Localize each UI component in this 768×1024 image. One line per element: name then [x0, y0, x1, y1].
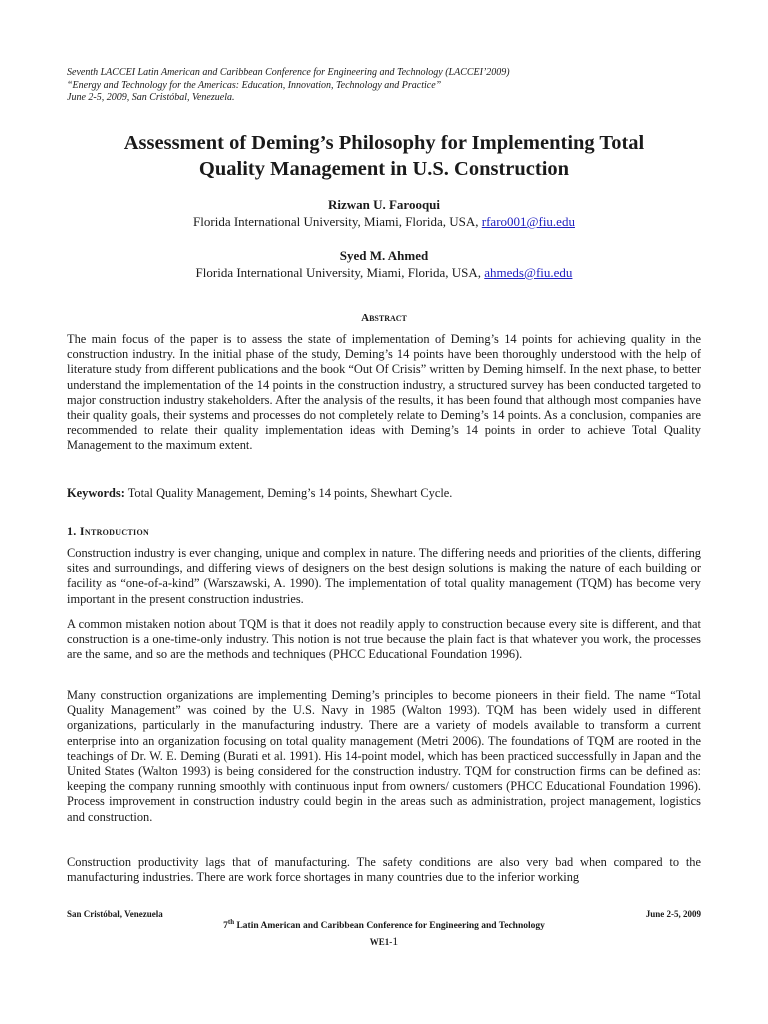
author-2 — [67, 247, 701, 281]
section-heading-introduction: 1. Introduction — [67, 524, 150, 538]
intro-paragraph-4: Construction productivity lags that of manufacturing. The safety conditions are also very bad when compared to the manufacturing industries. There are work force shortages in many countries due to the inferior working — [67, 855, 701, 885]
abstract-text: The main focus of the paper is to assess the state of implementation of Deming’s 14 points for achieving quality in the construction industry. In the initial phase of the study, Deming’s 14 points have been thoroughly understood with the help of literature study from different publications and the book “Out Of Crisis” written by Deming himself. In the next phase, to better understand the implementation of the 14 points in the construction industry, a structured survey has been conducted targeted to major construction industry stakeholders. After the analysis of the results, it has been found that although most companies have their quality goals, their systems and processes do not completely relate to Deming’s 14 points. As a conclusion, companies are recommended to relate their quality implementation ideas with Deming’s 14 points in order to achieve Total Quality Management to the maximum extent. — [67, 332, 701, 453]
title-line-1: Assessment of Deming’s Philosophy for Implementing Total — [123, 132, 645, 154]
intro-paragraph-1: Construction industry is ever changing, unique and complex in nature. The differing needs and priorities of the clients, differing sites and surroundings, and differing views of designers on the best design solutions is making the nature of each building or facility as “one-of-a-kind” (Warszawski, A. 1990). The implementation of total quality management (TQM) has become very important in the present construction industries. — [67, 546, 701, 606]
keywords-line — [67, 486, 701, 501]
footer-ordinal-suffix: th — [227, 918, 235, 926]
keywords-list: Total Quality Management, Deming’s 14 points, Shewhart Cycle. — [124, 486, 453, 500]
title-line-2: Quality Management in U.S. Construction — [198, 158, 570, 180]
page-number-prefix: WE1- — [369, 937, 393, 947]
author-1-affiliation-line — [67, 213, 701, 230]
author-1 — [67, 196, 701, 230]
footer-ordinal: 7 — [223, 921, 228, 932]
running-header — [67, 67, 707, 105]
footer-date: June 2-5, 2009 — [645, 909, 701, 919]
page-number-value: 1 — [392, 934, 399, 948]
author-2-affiliation: Florida International University, Miami, Florida, USA, — [195, 265, 485, 280]
author-1-affiliation: Florida International University, Miami, Florida, USA, — [193, 214, 482, 229]
author-1-name: Rizwan U. Farooqui — [327, 197, 441, 212]
footer-conference — [67, 918, 701, 931]
author-1-email-link[interactable]: rfaro001@fiu.edu — [481, 214, 575, 229]
header-conference-line: Seventh LACCEI Latin American and Caribbean Conference for Engineering and Technology (LACCEI’2009) — [67, 67, 510, 78]
page-number — [67, 934, 701, 949]
footer-conference-name: Latin American and Caribbean Conference for Engineering and Technology — [234, 921, 545, 932]
header-theme-line: “Energy and Technology for the Americas: Education, Innovation, Technology and Practice” — [67, 79, 442, 91]
intro-paragraph-3: Many construction organizations are implementing Deming’s principles to become pioneers in their field. The name “Total Quality Management” was coined by the U.S. Navy in 1985 (Walton 1993). TQM has been widely used in different organizations, particularly in the manufacturing industry. There are a variety of models available to transform a current enterprise into an organization focusing on total quality management (Metri 2006). The foundations of TQM are rooted in the teachings of Dr. W. E. Deming (Burati et al. 1991). His 14-point model, which has been practiced successfully in Japan and the United States (Walton 1993) is being considered for the construction industry. TQM for construction firms can be defined as: keeping the company running smoothly with continuous input from owners/ customers (PHCC Educational Foundation 1996). Process improvement in construction industry could begin in the areas such as administration, project management, logistics and construction. — [67, 688, 701, 824]
header-date-line: June 2-5, 2009, San Cristóbal, Venezuela. — [67, 92, 235, 103]
author-2-affiliation-line — [67, 264, 701, 281]
intro-paragraph-2: A common mistaken notion about TQM is that it does not readily apply to construction because every site is different, and that construction is a one-time-only industry. This notion is not true because the plain fact is that whatever you work, the processes are the same, and so are the methods and techniques (PHCC Educational Foundation 1996). — [67, 617, 701, 662]
author-2-name: Syed M. Ahmed — [339, 248, 429, 263]
paper-title — [60, 130, 708, 182]
author-2-email-link[interactable]: ahmeds@fiu.edu — [484, 265, 573, 280]
keywords-label: Keywords: — [67, 486, 125, 500]
abstract-heading — [67, 312, 701, 324]
abstract-heading-text: Abstract — [361, 312, 407, 324]
footer-location: San Cristóbal, Venezuela — [67, 909, 163, 919]
